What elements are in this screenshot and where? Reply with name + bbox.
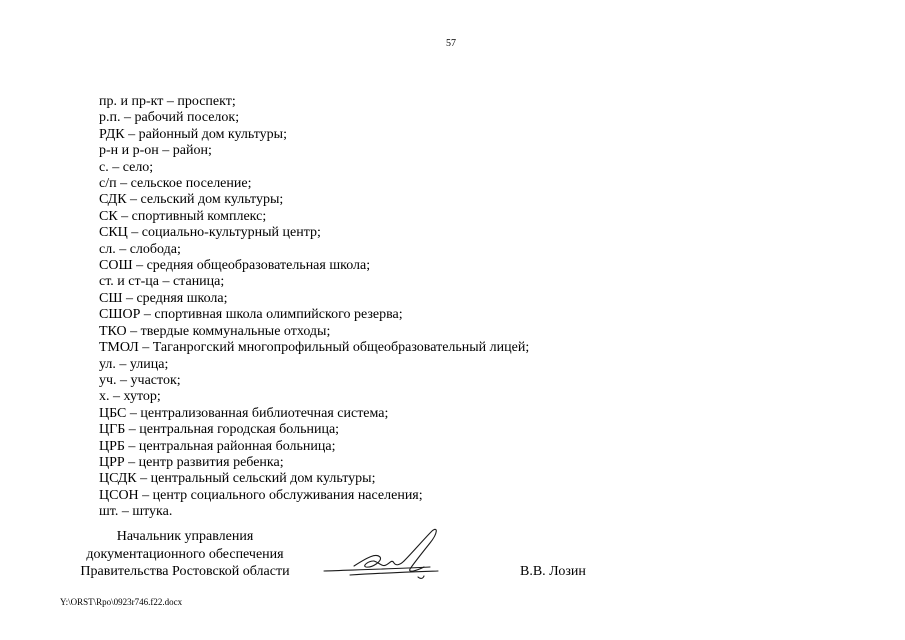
abbreviation-item: р-н и р-он – район; (99, 143, 212, 159)
abbreviation-list (99, 94, 529, 521)
position-line: Начальник управления (116, 529, 254, 544)
abbreviation-item: уч. – участок; (99, 372, 181, 388)
page-number: 57 (446, 38, 456, 49)
abbreviation-item: сл. – слобода; (99, 241, 181, 257)
abbreviation-item: ЦСДК – центральный сельский дом культуры; (99, 471, 376, 487)
abbreviation-item: ЦБС – централизованная библиотечная система; (99, 405, 389, 421)
abbreviation-item: с. – село; (99, 159, 154, 175)
abbreviation-item: с/п – сельское поселение; (99, 176, 252, 192)
abbreviation-item: ЦСОН – центр социального обслуживания населения; (99, 487, 423, 503)
handwritten-signature (320, 523, 480, 585)
abbreviation-item: СКЦ – социально-культурный центр; (99, 225, 321, 241)
abbreviation-item: ст. и ст-ца – станица; (99, 274, 225, 290)
signatory-position (60, 528, 310, 581)
abbreviation-item: р.п. – рабочий поселок; (99, 110, 240, 126)
abbreviation-item: ЦГБ – центральная городская больница; (99, 422, 340, 438)
abbreviation-item: ул. – улица; (99, 356, 169, 372)
position-line: документационного обеспечения (86, 546, 284, 562)
abbreviation-item: х. – хутор; (99, 389, 161, 405)
abbreviation-item: СК – спортивный комплекс; (99, 208, 267, 224)
abbreviation-item: СОШ – средняя общеобразовательная школа; (99, 258, 371, 274)
abbreviation-item: пр. и пр-кт – проспект; (99, 94, 236, 109)
abbreviation-item: ЦРБ – центральная районная больница; (99, 438, 336, 454)
abbreviation-item: ТКО – твердые коммунальные отходы; (99, 323, 331, 339)
abbreviation-item: шт. – штука. (99, 504, 173, 520)
abbreviation-item: СДК – сельский дом культуры; (99, 192, 284, 208)
signer-name: В.В. Лозин (520, 564, 586, 579)
abbreviation-item: СШОР – спортивная школа олимпийского резерва; (99, 307, 403, 323)
abbreviation-item: ЦРР – центр развития ребенка; (99, 454, 284, 470)
abbreviation-item: СШ – средняя школа; (99, 290, 228, 306)
abbreviation-item: РДК – районный дом культуры; (99, 126, 287, 142)
abbreviation-item: ТМОЛ – Таганрогский многопрофильный общеобразовательный лицей; (99, 340, 530, 356)
position-line: Правительства Ростовской области (80, 564, 290, 579)
file-path: Y:\ORST\Rpo\0923r746.f22.docx (60, 597, 183, 607)
